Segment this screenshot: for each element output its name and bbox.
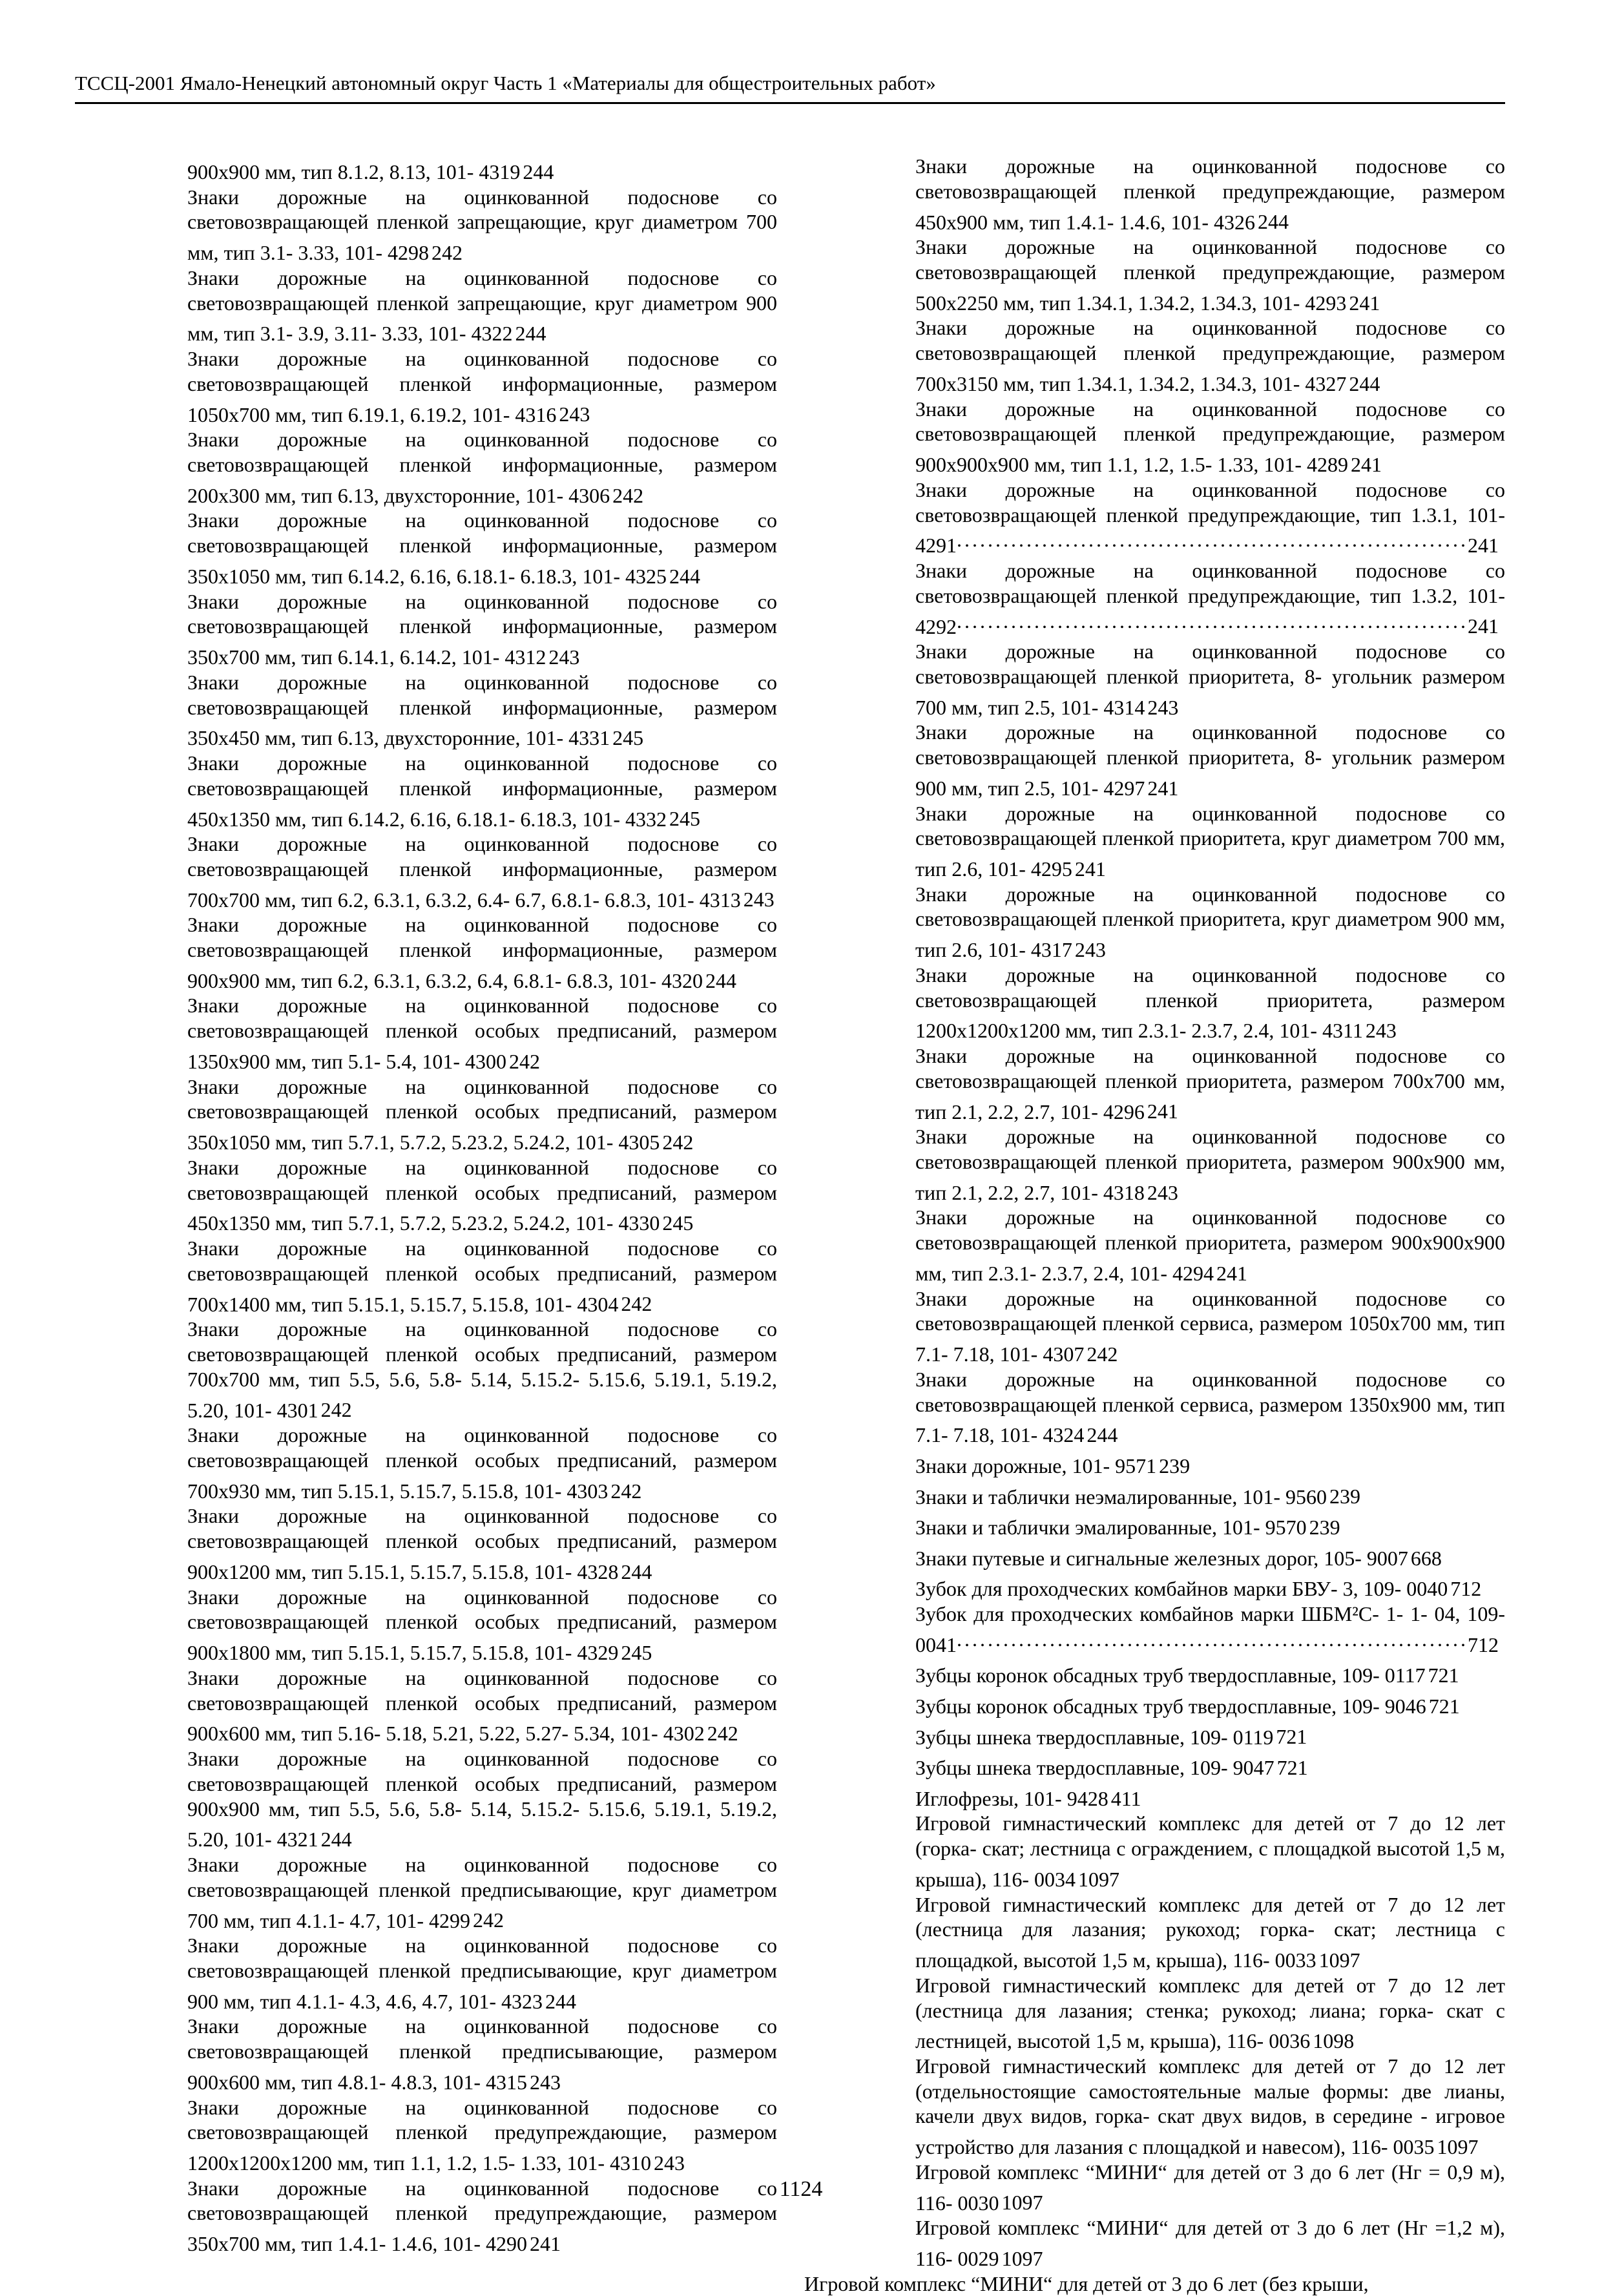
index-entry [76,751,777,831]
entry-page-ref: 242 [610,1479,642,1503]
dot-leader [957,527,1465,552]
entry-page-ref: 244 [1087,1423,1118,1447]
entry-text: Знаки дорожные на оцинкованной подоснове со световозвращающей пленкой особых предписаний, размером 700x930 мм, тип 5.15.1, 5.15.7, 5.15.8, 101- 4303 [187,1423,777,1503]
entry-page-ref: 242 [1087,1342,1118,1366]
entry-text: Знаки дорожные на оцинкованной подоснове со световозвращающей пленкой приоритета, 8- угольник размером 900 мм, тип 2.5, 101- 4297 [915,720,1505,800]
index-entry [804,1540,1505,1571]
entry-page-ref: 245 [621,1640,652,1664]
entry-text: Знаки дорожные на оцинкованной подоснове со световозвращающей пленкой особых предписаний, размером 900x900 мм, тип 5.5, 5.6, 5.8- 5.14, 5.15.2- 5.15.6, 5.19.1, 5.19.2, 5.20, 101- 4321 [187,1746,777,1852]
entry-page-ref: 712 [1468,1633,1499,1656]
entry-page-ref: 712 [1450,1577,1482,1601]
entry-page-ref: 245 [662,1211,694,1235]
entry-page-ref: 242 [612,483,644,507]
entry-page-ref: 1097 [1318,1948,1360,1972]
entry-page-ref: 721 [1276,1755,1308,1779]
entry-page-ref: 244 [523,160,554,183]
index-entry [804,882,1505,963]
entry-text: Знаки дорожные на оцинкованной подоснове со световозвращающей пленкой информационные, размером 1050x700 мм, тип 6.19.1, 6.19.2, 101- 4316 [187,346,777,426]
entry-text: Игровой комплекс “МИНИ“ для детей от 3 до 6 лет (Нг = 0,9 м), 116- 0030 [915,2160,1505,2215]
index-entry [76,346,777,427]
entry-text: Знаки дорожные на оцинкованной подоснове со световозвращающей пленкой предписывающие, круг диаметром 900 мм, тип 4.1.1- 4.3, 4.6, 4.7, 101- 4323 [187,1934,777,2013]
entry-page-ref: 1097 [1001,2191,1043,2215]
index-entry [804,1479,1505,1510]
entry-page-ref: 243 [654,2151,685,2175]
index-entry [76,508,777,589]
index-entry [804,558,1505,639]
index-entry [804,154,1505,235]
entry-text: Зубцы коронок обсадных труб твердосплавные, 109- 9046 [915,1694,1426,1718]
entry-text: Знаки дорожные на оцинкованной подоснове со световозвращающей пленкой предупреждающие, размером 900x900x900 мм, тип 1.1, 1.2, 1.5- 1.33, 101- 4289 [915,397,1505,476]
entry-page-ref: 668 [1410,1546,1442,1570]
entry-page-ref: 242 [320,1398,352,1422]
entry-text: Знаки дорожные на оцинкованной подоснове со световозвращающей пленкой приоритета, размером 700x700 мм, тип 2.1, 2.2, 2.7, 101- 4296 [915,1044,1505,1123]
entry-text: Иглофрезы, 101- 9428 [915,1786,1108,1810]
index-entry [76,1074,777,1155]
dot-leader [957,609,1465,634]
entry-text: Знаки дорожные на оцинкованной подоснове со световозвращающей пленкой предупреждающие, тип 1.3.1, 101- 4291 [915,477,1505,558]
entry-text: Игровой комплекс “МИНИ“ для детей от 3 до 6 лет (без крыши, [804,2271,1369,2295]
entry-page-ref: 245 [669,807,701,831]
entry-text: Знаки дорожные на оцинкованной подоснове со световозвращающей пленкой предупреждающие, размером 450x900 мм, тип 1.4.1- 1.4.6, 101- 4326 [915,154,1505,234]
entry-text: Зубцы коронок обсадных труб твердосплавные, 109- 0117 [915,1664,1426,1687]
entry-page-ref: 244 [515,322,546,346]
entry-text: Зубок для проходческих комбайнов марки ШБМ²С- 1- 1- 04, 109- 0041 [915,1602,1505,1656]
index-entry [76,670,777,751]
entry-page-ref: 243 [1147,1180,1178,1204]
entry-text: Игровой гимнастический комплекс для детей от 7 до 12 лет (отдельностоящие самостоятельные малые формы: две лианы, качели двух видов, горка- скат двух видов, в середине - игровое устройство для лазания с площадкой и навесом), 116- 0035 [915,2054,1505,2159]
entry-text: Знаки дорожные на оцинкованной подоснове со световозвращающей пленкой особых предписаний, размером 450x1350 мм, тип 5.7.1, 5.7.2, 5.23.2, 5.24.2, 101- 4330 [187,1155,777,1235]
index-entry [804,397,1505,477]
index-entry [76,1585,777,1665]
entry-page-ref: 242 [473,1908,505,1932]
entry-text: Знаки дорожные на оцинкованной подоснове со световозвращающей пленкой информационные, размером 450x1350 мм, тип 6.14.2, 6.16, 6.18.1- 6.18.3, 101- 4332 [187,751,777,831]
dot-leader [957,1627,1465,1652]
entry-page-ref: 242 [432,240,463,264]
index-entry [804,1448,1505,1479]
entry-text: Знаки дорожные на оцинкованной подоснове со световозвращающей пленкой приоритета, круг диаметром 700 мм, тип 2.6, 101- 4295 [915,801,1505,881]
index-entry [804,315,1505,396]
entry-text: Игровой гимнастический комплекс для детей от 7 до 12 лет (лестница для лазания; стенка; рукоход; лиана; горка- скат с лестницей, высотой 1,5 м, крыша), 116- 0036 [915,1973,1505,2053]
index-entry [804,1602,1505,1657]
entry-page-ref: 241 [1468,534,1499,558]
entry-page-ref: 721 [1276,1725,1307,1749]
entry-text: Знаки дорожные на оцинкованной подоснове со световозвращающей пленкой сервиса, размером 1350x900 мм, тип 7.1- 7.18, 101- 4324 [915,1367,1505,1447]
entry-text: Знаки дорожные на оцинкованной подоснове со световозвращающей пленкой приоритета, размером 1200x1200x1200 мм, тип 2.3.1- 2.3.7, 2.4, 101- 4311 [915,963,1505,1043]
entry-page-ref: 243 [1074,938,1106,962]
entry-text: Игровой гимнастический комплекс для детей от 7 до 12 лет (лестница для лазания; рукоход; горка- скат; лестница с площадкой, высотой 1,5 м, крыша), 116- 0033 [915,1892,1505,1972]
entry-page-ref: 721 [1428,1694,1460,1718]
index-entry [76,1503,777,1584]
entry-text: Знаки и таблички неэмалированные, 101- 9560 [915,1485,1327,1508]
entry-page-ref: 243 [1365,1019,1397,1043]
index-entry [76,2095,777,2176]
index-entry [76,1155,777,1236]
entry-text: Знаки дорожные на оцинкованной подоснове со световозвращающей пленкой предписывающие, размером 900x600 мм, тип 4.8.1- 4.8.3, 101- 4315 [187,2014,777,2094]
entry-page-ref: 243 [1147,695,1179,719]
entry-text: Знаки дорожные на оцинкованной подоснове со световозвращающей пленкой предупреждающие, размером 500x2250 мм, тип 1.34.1, 1.34.2, 1.34.3, 101- 4293 [915,235,1505,315]
entry-page-ref: 245 [612,726,644,750]
index-entry [804,801,1505,882]
running-header: ТССЦ-2001 Ямало-Ненецкий автономный округ Часть 1 «Материалы для общестроительных работ» [75,72,936,94]
index-entry [76,993,777,1074]
entry-page-ref: 239 [1159,1454,1191,1477]
entry-page-ref: 1097 [1078,1867,1120,1891]
index-entry [804,1286,1505,1367]
index-column-right [804,154,1505,2296]
index-entry [804,1719,1505,1750]
entry-page-ref: 241 [1147,1100,1178,1123]
index-entry [804,1509,1505,1540]
entry-text: Знаки дорожные на оцинкованной подоснове со световозвращающей пленкой предупреждающие, тип 1.3.2, 101- 4292 [915,558,1505,638]
index-entry [76,589,777,670]
entry-page-ref: 241 [1351,452,1382,476]
index-entry [76,1317,777,1423]
entry-text: Знаки дорожные на оцинкованной подоснове со световозвращающей пленкой предупреждающие, размером 700x3150 мм, тип 1.34.1, 1.34.2, 1.34.3, 101- 4327 [915,316,1505,395]
entry-page-ref: 243 [530,2070,561,2094]
index-entry [76,1665,777,1746]
entry-page-ref: 411 [1110,1786,1141,1810]
index-entry [804,477,1505,558]
entry-text: Зубцы шнека твердосплавные, 109- 9047 [915,1755,1274,1779]
entry-page-ref: 244 [669,564,701,588]
entry-text: Знаки дорожные на оцинкованной подоснове со световозвращающей пленкой особых предписаний, размером 900x1800 мм, тип 5.15.1, 5.15.7, 5.15.8, 101- 4329 [187,1585,777,1664]
entry-page-ref: 241 [530,2232,561,2256]
entry-page-ref: 1097 [1001,2246,1043,2270]
entry-page-ref: 243 [548,645,580,669]
entry-text: Знаки дорожные на оцинкованной подоснове со световозвращающей пленкой запрещающие, круг диаметром 900 мм, тип 3.1- 3.9, 3.11- 3.33, 101- 4322 [187,266,777,346]
entry-page-ref: 241 [1468,614,1499,638]
index-entry [804,963,1505,1043]
index-entry [804,1124,1505,1205]
entry-page-ref: 1097 [1437,2135,1479,2159]
entry-page-ref: 242 [662,1131,694,1154]
index-entry [804,1749,1505,1780]
index-entry [76,1933,777,2014]
entry-text: Знаки дорожные на оцинкованной подоснове со световозвращающей пленкой информационные, размером 350x700 мм, тип 6.14.1, 6.14.2, 101- 4312 [187,589,777,669]
index-entry [804,1367,1505,1448]
entry-text: Знаки путевые и сигнальные железных дорог, 105- 9007 [915,1546,1408,1570]
index-entry [76,831,777,912]
entry-page-ref: 239 [1329,1485,1360,1508]
entry-page-ref: 1098 [1313,2029,1355,2053]
entry-text: Знаки дорожные на оцинкованной подоснове со световозвращающей пленкой приоритета, 8- угольник размером 700 мм, тип 2.5, 101- 4314 [915,640,1505,719]
entry-text: Знаки дорожные на оцинкованной подоснове со световозвращающей пленкой сервиса, размером 1050x700 мм, тип 7.1- 7.18, 101- 4307 [915,1286,1505,1366]
index-entry [804,1973,1505,2054]
index-entry [804,1780,1505,1811]
entry-page-ref: 243 [743,888,775,912]
index-entry [76,1236,777,1317]
entry-page-ref: 242 [707,1722,738,1746]
entry-text: Знаки дорожные на оцинкованной подоснове со световозвращающей пленкой информационные, размером 350x1050 мм, тип 6.14.2, 6.16, 6.18.1- 6.18.3, 101- 4325 [187,508,777,588]
index-entry [804,1043,1505,1124]
entry-page-ref: 239 [1309,1515,1340,1539]
entry-text: Знаки дорожные на оцинкованной подоснове со световозвращающей пленкой особых предписаний, размером 700x700 мм, тип 5.5, 5.6, 5.8- 5.14, 5.15.2- 5.15.6, 5.19.1, 5.19.2, 5.20, 101- 4301 [187,1317,777,1422]
index-entry [804,639,1505,720]
entry-page-ref: 243 [559,402,590,426]
entry-text: Знаки дорожные на оцинкованной подоснове со световозвращающей пленкой информационные, размером 350x450 мм, тип 6.13, двухсторонние, 101- 4331 [187,670,777,750]
index-entry [76,185,777,266]
index-entry [804,1688,1505,1719]
index-entry [804,1571,1505,1602]
entry-text: Игровой гимнастический комплекс для детей от 7 до 12 лет (горка- скат; лестница с ограждением, с площадкой высотой 1,5 м, крыша), 116- 0034 [915,1811,1505,1891]
entry-text: Знаки дорожные на оцинкованной подоснове со световозвращающей пленкой предупреждающие, размером 1200x1200x1200 мм, тип 1.1, 1.2, 1.5- 1.33, 101- 4310 [187,2095,777,2175]
entry-text: Зубцы шнека твердосплавные, 109- 0119 [915,1725,1274,1749]
index-entry [804,1811,1505,1892]
entry-text: Знаки дорожные на оцинкованной подоснове со световозвращающей пленкой приоритета, размером 900x900x900 мм, тип 2.3.1- 2.3.7, 2.4, 101- 4294 [915,1205,1505,1285]
index-entry [76,1746,777,1852]
entry-page-ref: 241 [1216,1261,1248,1285]
entry-text: Знаки дорожные на оцинкованной подоснове со световозвращающей пленкой особых предписаний, размером 1350x900 мм, тип 5.1- 5.4, 101- 4300 [187,994,777,1073]
entry-page-ref: 241 [1074,857,1106,881]
entry-text: Знаки дорожные на оцинкованной подоснове со световозвращающей пленкой информационные, размером 900x900 мм, тип 6.2, 6.3.1, 6.3.2, 6.4, 6.8.1- 6.8.3, 101- 4320 [187,913,777,992]
entry-page-ref: 241 [1147,776,1179,800]
index-entry [804,2215,1505,2271]
entry-text: Знаки дорожные на оцинкованной подоснове со световозвращающей пленкой особых предписаний, размером 900x600 мм, тип 5.16- 5.18, 5.21, 5.22, 5.27- 5.34, 101- 4302 [187,1665,777,1746]
entry-text: Знаки дорожные на оцинкованной подоснове со световозвращающей пленкой предупреждающие, размером 350x700 мм, тип 1.4.1- 1.4.6, 101- 4290 [187,2176,777,2256]
index-entry [804,1657,1505,1688]
index-entry [76,427,777,508]
entry-text: Знаки дорожные на оцинкованной подоснове со световозвращающей пленкой предписывающие, круг диаметром 700 мм, тип 4.1.1- 4.7, 101- 4299 [187,1852,777,1932]
entry-text: Знаки дорожные, 101- 9571 [915,1454,1157,1477]
entry-text: Знаки дорожные на оцинкованной подоснове со световозвращающей пленкой особых предписаний, размером 350x1050 мм, тип 5.7.1, 5.7.2, 5.23.2, 5.24.2, 101- 4305 [187,1074,777,1154]
index-entry [76,1423,777,1503]
header-rule [75,102,1505,104]
page-number: 1124 [779,2177,823,2201]
index-entry [804,2271,1505,2296]
entry-text: Знаки дорожные на оцинкованной подоснове со световозвращающей пленкой информационные, размером 200x300 мм, тип 6.13, двухсторонние, 101- 4306 [187,428,777,507]
index-entry [804,235,1505,315]
entry-page-ref: 244 [705,968,737,992]
entry-text: Знаки дорожные на оцинкованной подоснове со световозвращающей пленкой информационные, размером 700x700 мм, тип 6.2, 6.3.1, 6.3.2, 6.4- 6.7, 6.8.1- 6.8.3, 101- 4313 [187,832,777,912]
index-entry [804,2054,1505,2160]
entry-page-ref: 244 [621,1560,652,1583]
index-entry [804,720,1505,800]
entry-text: 900x900 мм, тип 8.1.2, 8.13, 101- 4319 [187,160,521,183]
entry-text: Знаки дорожные на оцинкованной подоснове со световозвращающей пленкой особых предписаний, размером 900x1200 мм, тип 5.15.1, 5.15.7, 5.15.8, 101- 4328 [187,1504,777,1583]
entry-text: Знаки дорожные на оцинкованной подоснове со световозвращающей пленкой приоритета, круг диаметром 900 мм, тип 2.6, 101- 4317 [915,882,1505,962]
index-entry [804,1205,1505,1286]
entry-text: Игровой комплекс “МИНИ“ для детей от 3 до 6 лет (Нг =1,2 м), 116- 0029 [915,2216,1505,2270]
entry-page-ref: 244 [1349,371,1380,395]
index-entry [76,1852,777,1933]
entry-page-ref: 241 [1349,291,1380,315]
entry-text: Знаки дорожные на оцинкованной подоснове со световозвращающей пленкой приоритета, размером 900x900 мм, тип 2.1, 2.2, 2.7, 101- 4318 [915,1125,1505,1204]
entry-page-ref: 244 [320,1828,352,1852]
index-entry [804,1892,1505,1973]
index-entry [76,2014,777,2094]
index-entry [76,266,777,346]
entry-text: Зубок для проходческих комбайнов марки БВУ- 3, 109- 0040 [915,1577,1448,1601]
entry-text: Знаки и таблички эмалированные, 101- 9570 [915,1515,1307,1539]
index-entry [76,154,777,185]
entry-page-ref: 244 [545,1989,577,2013]
entry-text: Знаки дорожные на оцинкованной подоснове со световозвращающей пленкой запрещающие, круг диаметром 700 мм, тип 3.1- 3.33, 101- 4298 [187,185,777,264]
entry-page-ref: 242 [509,1049,541,1073]
entry-page-ref: 244 [1258,210,1289,234]
index-column-left [76,154,777,2257]
entry-page-ref: 242 [621,1292,652,1316]
index-entry [76,912,777,993]
entry-text: Знаки дорожные на оцинкованной подоснове со световозвращающей пленкой особых предписаний, размером 700x1400 мм, тип 5.15.1, 5.15.7, 5.15.8, 101- 4304 [187,1237,777,1316]
entry-page-ref: 721 [1428,1664,1459,1687]
